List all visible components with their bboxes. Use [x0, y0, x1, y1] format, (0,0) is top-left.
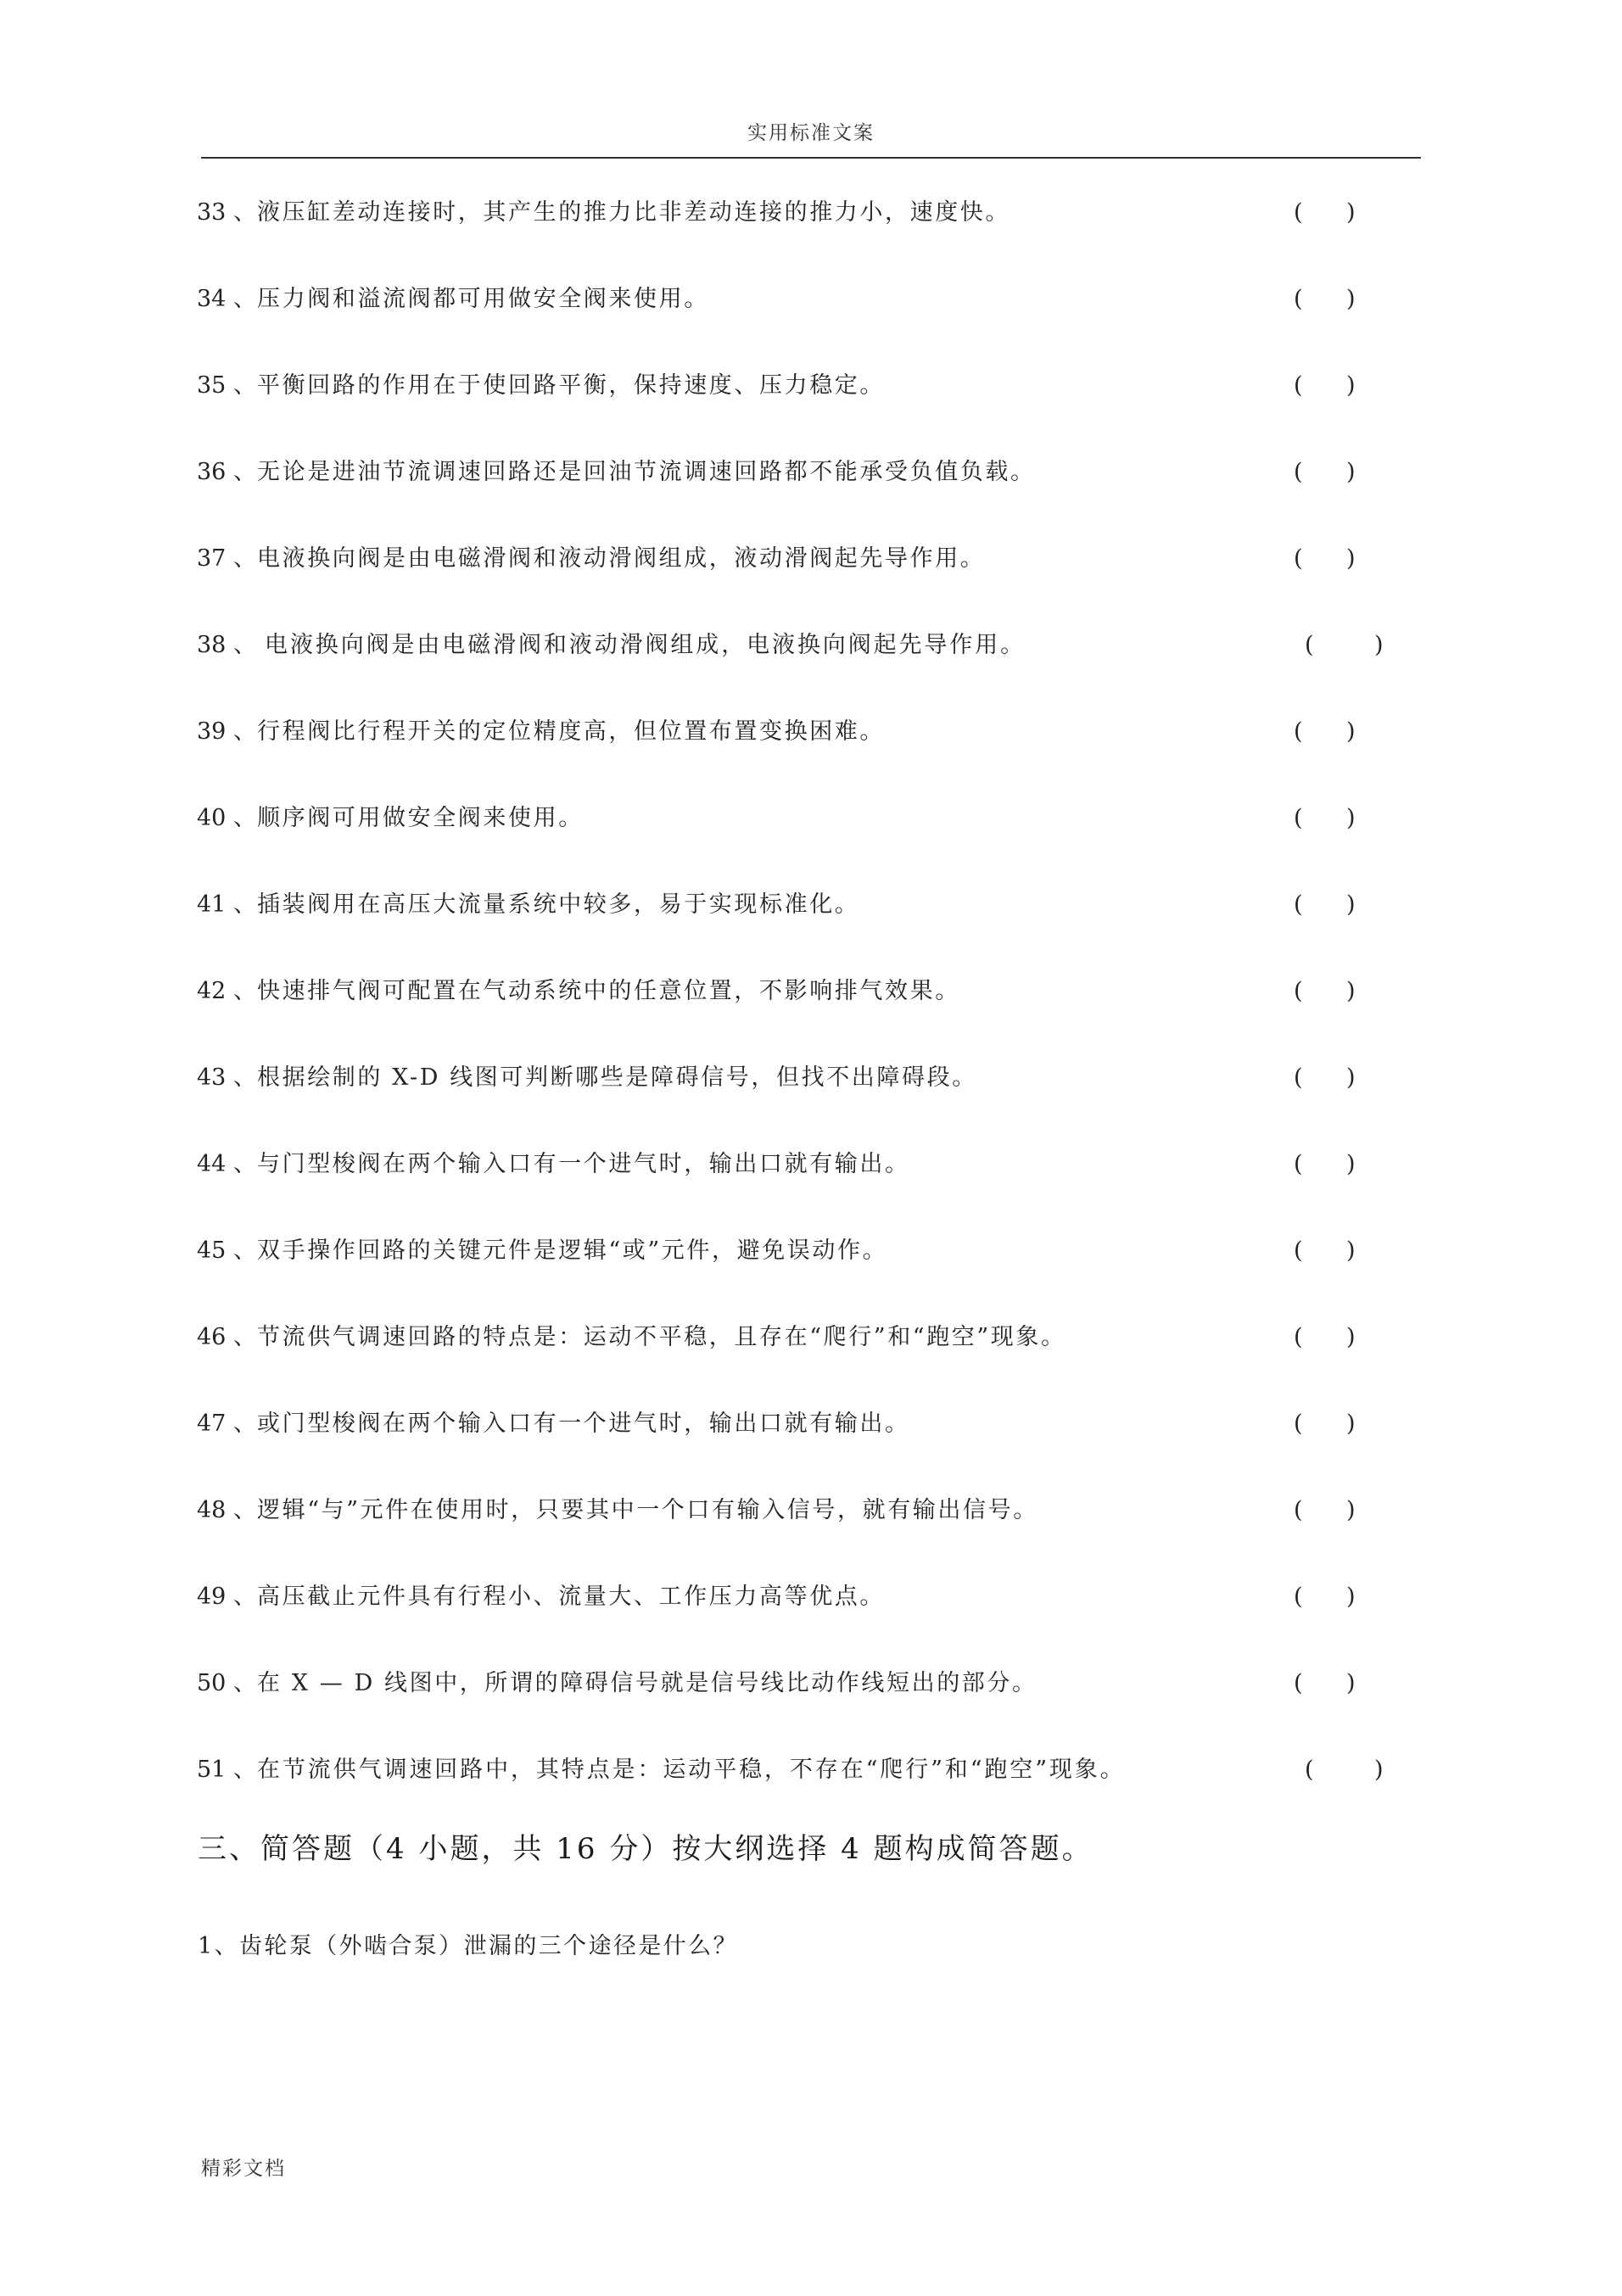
- question-text: 顺序阀可用做安全阀来使用。: [257, 805, 584, 831]
- question-item: [0, 715, 1622, 749]
- page-header: 实用标准文案: [747, 122, 875, 144]
- answer-paren-close: ): [1374, 632, 1384, 658]
- answer-paren-close: ): [1346, 1670, 1356, 1696]
- question-text: 插装阀用在高压大流量系统中较多，易于实现标准化。: [257, 891, 860, 918]
- question-item: [0, 802, 1622, 835]
- answer-paren-open: (: [1294, 891, 1303, 918]
- answer-paren-open: (: [1294, 1497, 1303, 1523]
- answer-paren-open: (: [1294, 1324, 1303, 1350]
- answer-paren-close: ): [1346, 199, 1356, 226]
- answer-paren-open: (: [1294, 805, 1303, 831]
- question-number: 41 、: [197, 891, 256, 918]
- question-number: 35 、: [197, 372, 256, 399]
- answer-paren-open: (: [1294, 1151, 1303, 1177]
- question-number: 34 、: [197, 286, 256, 312]
- question-item: [0, 1407, 1622, 1441]
- answer-paren-open: (: [1294, 459, 1303, 485]
- answer-paren-open: (: [1294, 718, 1303, 745]
- question-number: 48 、: [197, 1497, 256, 1523]
- answer-paren-open: (: [1294, 286, 1303, 312]
- page-footer: 精彩文档: [201, 2158, 286, 2180]
- question-item: [0, 196, 1622, 230]
- question-number: 49 、: [197, 1584, 256, 1610]
- question-item: [0, 542, 1622, 576]
- question-number: 33 、: [197, 199, 256, 226]
- answer-paren-close: ): [1346, 1584, 1356, 1610]
- question-number: 47 、: [197, 1411, 256, 1437]
- answer-paren-close: ): [1346, 891, 1356, 918]
- answer-paren-close: ): [1346, 372, 1356, 399]
- answer-paren-close: ): [1346, 1151, 1356, 1177]
- answer-paren-close: ): [1346, 1497, 1356, 1523]
- question-text: 在 X — D 线图中，所谓的障碍信号就是信号线比动作线短出的部分。: [257, 1670, 1038, 1696]
- question-text: 双手操作回路的关键元件是逻辑“或”元件，避免误动作。: [257, 1237, 888, 1264]
- answer-paren-close: ): [1346, 1324, 1356, 1350]
- question-item: [0, 369, 1622, 403]
- answer-paren-open: (: [1294, 1411, 1303, 1437]
- question-text: 无论是进油节流调速回路还是回油节流调速回路都不能承受负值负载。: [257, 459, 1036, 485]
- answer-paren-close: ): [1346, 545, 1356, 572]
- answer-paren-open: (: [1305, 632, 1314, 658]
- answer-paren-close: ): [1346, 978, 1356, 1004]
- question-number: 42 、: [197, 978, 256, 1004]
- question-text: 压力阀和溢流阀都可用做安全阀来使用。: [257, 286, 709, 312]
- question-item: [0, 975, 1622, 1008]
- question-number: 44 、: [197, 1151, 256, 1177]
- answer-paren-open: (: [1294, 372, 1303, 399]
- question-text: 电液换向阀是由电磁滑阀和液动滑阀组成，液动滑阀起先导作用。: [257, 545, 986, 572]
- question-item: [0, 628, 1622, 662]
- question-number: 39 、: [197, 718, 256, 745]
- section-heading: 三、简答题（4 小题，共 16 分）按大纲选择 4 题构成简答题。: [198, 1832, 1093, 1866]
- question-item: [0, 1667, 1622, 1701]
- question-text: 根据绘制的 X-D 线图可判断哪些是障碍信号，但找不出障碍段。: [257, 1064, 977, 1091]
- answer-paren-open: (: [1294, 1064, 1303, 1091]
- question-item: [0, 455, 1622, 489]
- question-item: [0, 282, 1622, 316]
- answer-paren-open: (: [1305, 1757, 1314, 1783]
- answer-paren-close: ): [1346, 718, 1356, 745]
- question-item: [0, 1494, 1622, 1528]
- short-answer-question: 1、齿轮泵（外啮合泵）泄漏的三个途径是什么？: [198, 1933, 738, 1959]
- answer-paren-open: (: [1294, 545, 1303, 572]
- question-number: 51 、: [197, 1757, 256, 1783]
- answer-paren-open: (: [1294, 1670, 1303, 1696]
- question-text: 逻辑“与”元件在使用时，只要其中一个口有输入信号，就有输出信号。: [257, 1497, 1038, 1523]
- question-item: [0, 1321, 1622, 1355]
- answer-paren-close: ): [1346, 459, 1356, 485]
- question-text: 与门型梭阀在两个输入口有一个进气时，输出口就有输出。: [257, 1151, 910, 1177]
- question-item: [0, 1234, 1622, 1268]
- question-text: 行程阀比行程开关的定位精度高，但位置布置变换困难。: [257, 718, 885, 745]
- question-number: 43 、: [197, 1064, 256, 1091]
- answer-paren-close: ): [1346, 1064, 1356, 1091]
- question-text: 高压截止元件具有行程小、流量大、工作压力高等优点。: [257, 1584, 885, 1610]
- question-text: 液压缸差动连接时，其产生的推力比非差动连接的推力小，速度快。: [257, 199, 1010, 226]
- answer-paren-open: (: [1294, 1584, 1303, 1610]
- question-text: 平衡回路的作用在于使回路平衡，保持速度、压力稳定。: [257, 372, 885, 399]
- question-number: 36 、: [197, 459, 256, 485]
- question-text: 电液换向阀是由电磁滑阀和液动滑阀组成，电液换向阀起先导作用。: [265, 632, 1026, 658]
- question-text: 或门型梭阀在两个输入口有一个进气时，输出口就有输出。: [257, 1411, 910, 1437]
- question-item: [0, 1753, 1622, 1787]
- question-item: [0, 888, 1622, 922]
- question-text: 在节流供气调速回路中，其特点是：运动平稳，不存在“爬行”和“跑空”现象。: [257, 1757, 1126, 1783]
- answer-paren-close: ): [1346, 1411, 1356, 1437]
- question-number: 40 、: [197, 805, 256, 831]
- answer-paren-open: (: [1294, 1237, 1303, 1264]
- question-item: [0, 1580, 1622, 1614]
- question-number: 50 、: [197, 1670, 256, 1696]
- question-text: 节流供气调速回路的特点是：运动不平稳，且存在“爬行”和“跑空”现象。: [257, 1324, 1066, 1350]
- answer-paren-open: (: [1294, 199, 1303, 226]
- question-number: 45 、: [197, 1237, 256, 1264]
- question-number: 37 、: [197, 545, 256, 572]
- answer-paren-close: ): [1374, 1757, 1384, 1783]
- answer-paren-open: (: [1294, 978, 1303, 1004]
- question-number: 46 、: [197, 1324, 256, 1350]
- answer-paren-close: ): [1346, 286, 1356, 312]
- question-item: [0, 1061, 1622, 1095]
- answer-paren-close: ): [1346, 805, 1356, 831]
- question-number: 38 、: [197, 632, 256, 658]
- answer-paren-close: ): [1346, 1237, 1356, 1264]
- question-text: 快速排气阀可配置在气动系统中的任意位置，不影响排气效果。: [257, 978, 960, 1004]
- question-item: [0, 1148, 1622, 1182]
